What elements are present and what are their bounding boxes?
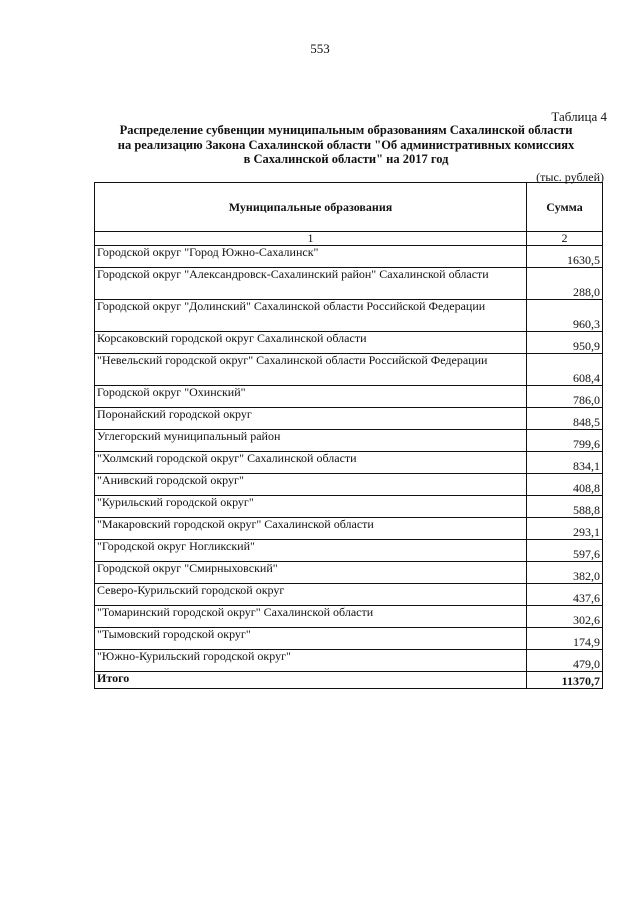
sum-value: 288,0 [527,268,603,300]
column-index: 1 [95,232,527,246]
sum-value: 408,8 [527,474,603,496]
municipality-name: "Невельский городской округ" Сахалинской области Российской Федерации [95,354,527,386]
municipality-name: "Томаринский городской округ" Сахалинской области [95,606,527,628]
municipality-name: "Холмский городской округ" Сахалинской области [95,452,527,474]
document-title [96,123,596,167]
units-label: (тыс. рублей) [536,170,604,184]
column-header-sum: Сумма [527,183,603,232]
sum-value: 437,6 [527,584,603,606]
sum-value: 588,8 [527,496,603,518]
total-row [95,672,603,689]
title-line: Распределение субвенции муниципальным образованиям Сахалинской области [119,123,573,137]
municipality-name: Городской округ "Город Южно-Сахалинск" [95,246,527,268]
subvention-table [94,182,603,689]
column-index-row [95,232,603,246]
table-row [95,606,603,628]
table-row [95,584,603,606]
sum-value: 950,9 [527,332,603,354]
column-header-municipalities: Муниципальные образования [95,183,527,232]
sum-value: 302,6 [527,606,603,628]
table-row [95,332,603,354]
municipality-name: "Городской округ Ногликский" [95,540,527,562]
table-row [95,496,603,518]
table-row [95,300,603,332]
sum-value: 608,4 [527,354,603,386]
page-number: 553 [310,41,330,56]
sum-value: 799,6 [527,430,603,452]
table-row [95,268,603,300]
municipality-name: "Курильский городской округ" [95,496,527,518]
total-sum: 11370,7 [527,672,603,689]
title-line: в Сахалинской области" на 2017 год [243,152,449,166]
total-label: Итого [95,672,527,689]
municipality-name: "Макаровский городской округ" Сахалинской области [95,518,527,540]
table-row [95,354,603,386]
municipality-name: "Южно-Курильский городской округ" [95,650,527,672]
table-row [95,518,603,540]
table-row [95,386,603,408]
table-row [95,628,603,650]
municipality-name: "Тымовский городской округ" [95,628,527,650]
header-row [95,183,603,232]
sum-value: 848,5 [527,408,603,430]
table-row [95,246,603,268]
sum-value: 174,9 [527,628,603,650]
municipality-name: Городской округ "Смирныховский" [95,562,527,584]
sum-value: 786,0 [527,386,603,408]
municipality-name: "Анивский городской округ" [95,474,527,496]
table-row [95,452,603,474]
sum-value: 597,6 [527,540,603,562]
sum-value: 479,0 [527,650,603,672]
table-row [95,408,603,430]
municipality-name: Корсаковский городской округ Сахалинской области [95,332,527,354]
sum-value: 1630,5 [527,246,603,268]
sum-value: 960,3 [527,300,603,332]
municipality-name: Городской округ "Долинский" Сахалинской области Российской Федерации [95,300,527,332]
municipality-name: Поронайский городской округ [95,408,527,430]
table-row [95,540,603,562]
sum-value: 834,1 [527,452,603,474]
municipality-name: Углегорский муниципальный район [95,430,527,452]
table-number: Таблица 4 [551,109,607,124]
municipality-name: Городской округ "Охинский" [95,386,527,408]
sum-value: 293,1 [527,518,603,540]
table-row [95,474,603,496]
municipality-name: Городской округ "Александровск-Сахалинский район" Сахалинской области [95,268,527,300]
table-row [95,650,603,672]
table-row [95,562,603,584]
municipality-name: Северо-Курильский городской округ [95,584,527,606]
table-row [95,430,603,452]
sum-value: 382,0 [527,562,603,584]
column-index: 2 [527,232,603,246]
title-line: на реализацию Закона Сахалинской области "Об административных комиссиях [117,137,575,152]
